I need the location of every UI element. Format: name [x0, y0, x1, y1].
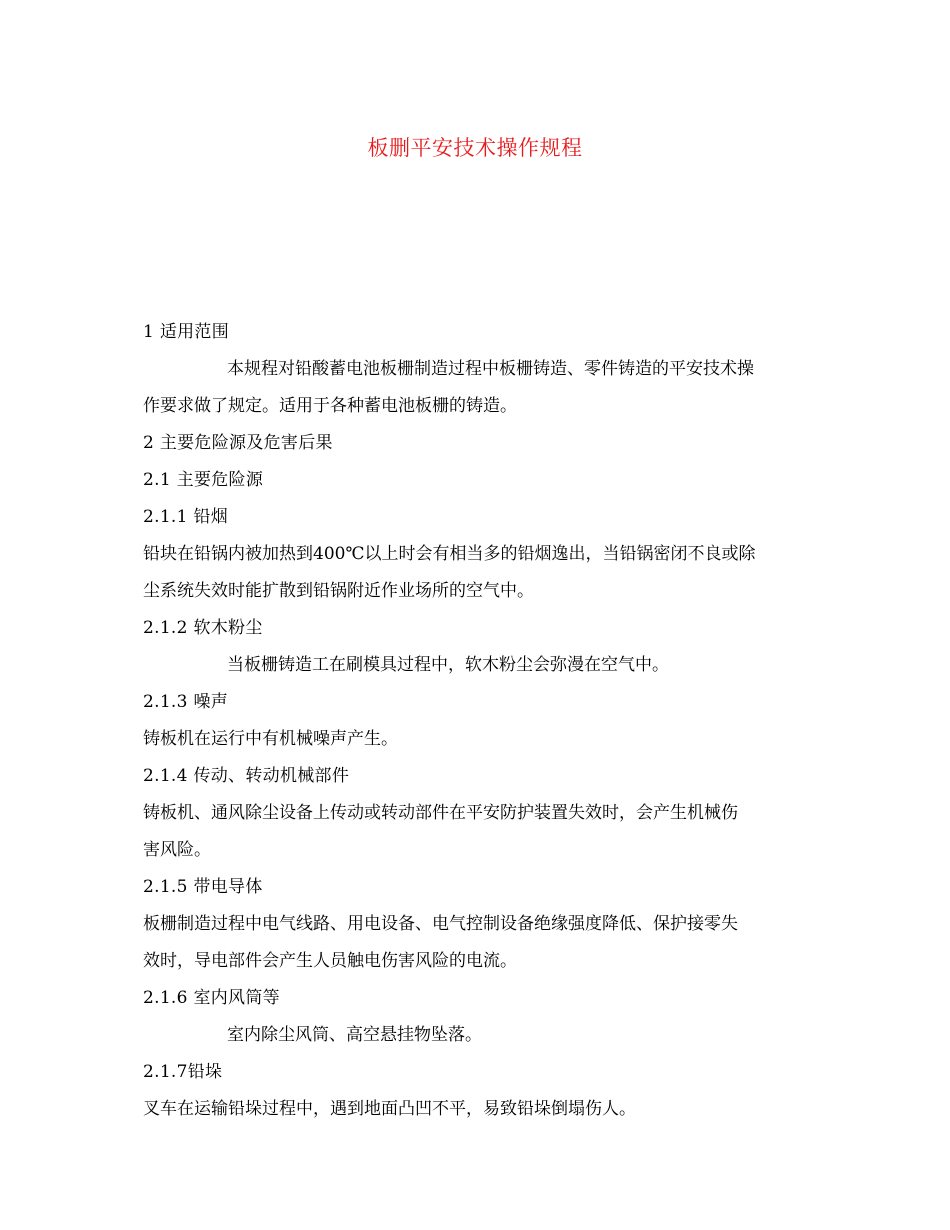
paragraph-line: 板栅制造过程中电气线路、用电设备、电气控制设备绝缘强度降低、保护接零失: [143, 914, 738, 934]
paragraph-line: 效时，导电部件会产生人员触电伤害风险的电流。: [143, 951, 517, 971]
subsection-heading: 2.1.1 铅烟: [143, 507, 229, 527]
paragraph-line: 铸板机在运行中有机械噪声产生。: [143, 729, 398, 749]
section-heading: 2 主要危险源及危害后果: [143, 433, 333, 453]
paragraph-line: 害风险。: [143, 840, 211, 860]
paragraph-line: 铸板机、通风除尘设备上传动或转动部件在平安防护装置失效时，会产生机械伤: [143, 803, 738, 823]
paragraph-line: 作要求做了规定。适用于各种蓄电池板栅的铸造。: [143, 396, 517, 416]
subsection-heading: 2.1.5 带电导体: [143, 877, 263, 897]
paragraph-line: 室内除尘风筒、高空悬挂物坠落。: [227, 1025, 482, 1045]
document-title: 板删平安技术操作规程: [367, 136, 583, 160]
paragraph-line: 铅块在铅锅内被加热到400℃以上时会有相当多的铅烟逸出，当铅锅密闭不良或除: [143, 544, 756, 564]
section-heading: 1 适用范围: [143, 322, 230, 342]
subsection-heading: 2.1.3 噪声: [143, 692, 229, 712]
subsection-heading: 2.1.6 室内风筒等: [143, 988, 280, 1008]
document-body: [143, 314, 811, 1128]
paragraph-line: 尘系统失效时能扩散到铅锅附近作业场所的空气中。: [143, 581, 534, 601]
paragraph-line: 本规程对铅酸蓄电池板栅制造过程中板栅铸造、零件铸造的平安技术操: [227, 359, 754, 379]
subsection-heading: 2.1.2 软木粉尘: [143, 618, 263, 638]
subsection-heading: 2.1 主要危险源: [143, 470, 264, 490]
paragraph-line: 叉车在运输铅垛过程中，遇到地面凸凹不平，易致铅垛倒塌伤人。: [143, 1099, 636, 1119]
subsection-heading: 2.1.4 传动、转动机械部件: [143, 766, 350, 786]
subsection-heading: 2.1.7铅垛: [143, 1062, 223, 1082]
paragraph-line: 当板栅铸造工在刷模具过程中，软木粉尘会弥漫在空气中。: [227, 655, 669, 675]
